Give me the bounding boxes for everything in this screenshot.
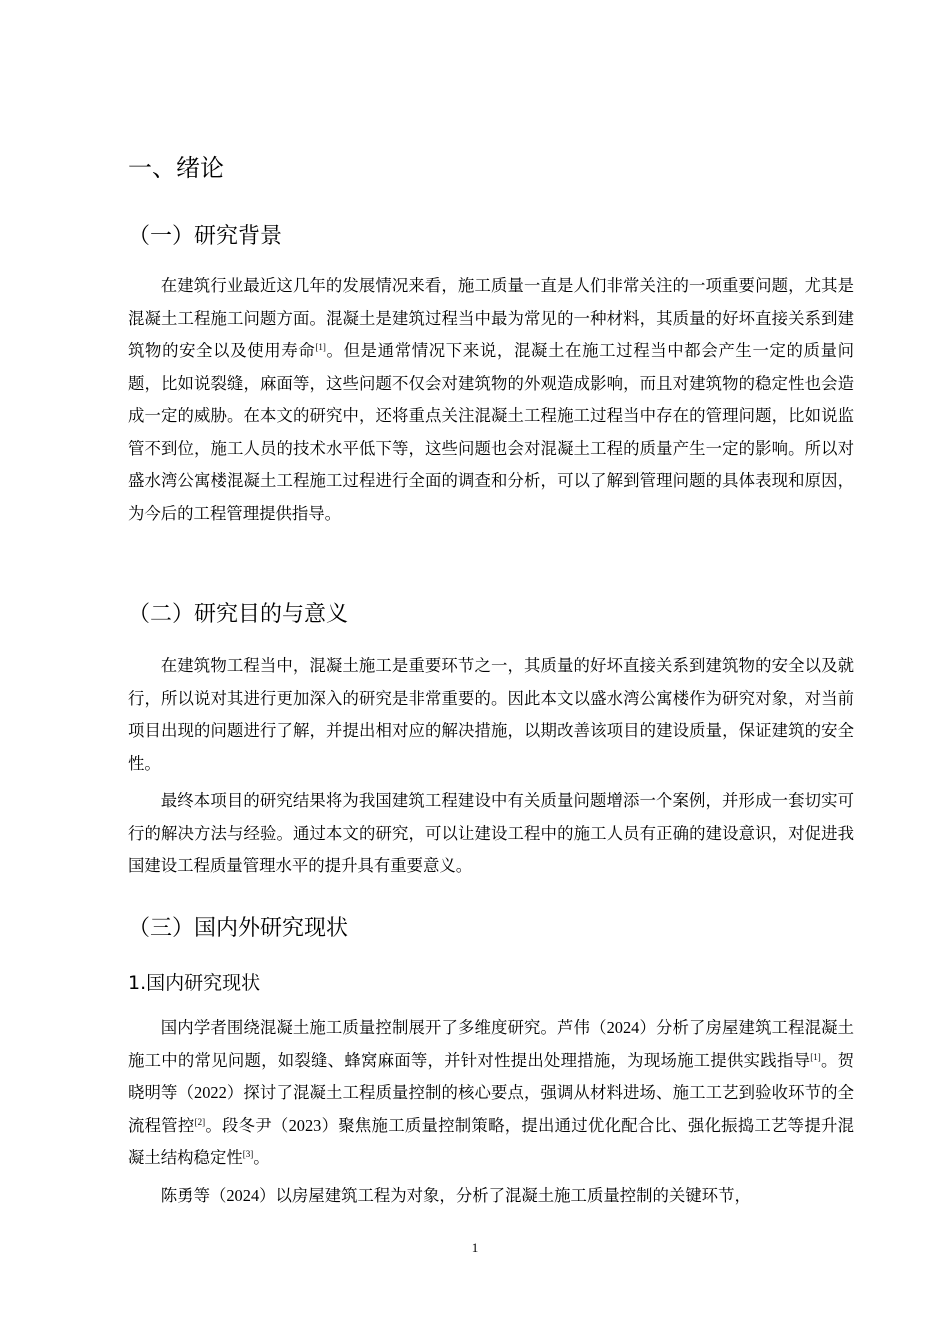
section-heading-status: （三）国内外研究现状	[128, 916, 349, 941]
year-text: 2024	[226, 1186, 260, 1205]
paragraph-domestic-2	[128, 1180, 854, 1213]
paragraph-purpose-1: 在建筑物工程当中，混凝土施工是重要环节之一，其质量的好坏直接关系到建筑物的安全以及就行，所以说对其进行更加深入的研究是非常重要的。因此本文以盛水湾公寓楼作为研究对象，对当前项目出现的问题进行了解，并提出相对应的解决措施，以期改善该项目的建设质量，保证建筑的安全性。	[128, 656, 854, 773]
chapter-heading: 一、绪论	[128, 154, 224, 182]
paragraph-text: 。但是通常情况下来说，混凝土在施工过程当中都会产生一定的质量问题，比如说裂缝，麻面等，这些问题不仅会对建筑物的外观造成影响，而且对建筑物的稳定性也会造成一定的威胁。在本文的研究中，还将重点关注混凝土工程施工过程当中存在的管理问题，比如说监管不到位，施工人员的技术水平低下等，这些问题也会对混凝土工程的质量产生一定的影响。所以对盛水湾公寓楼混凝土工程施工过程进行全面的调查和分析，可以了解到管理问题的具体表现和原因，为今后的工程管理提供指导。	[128, 341, 855, 523]
paragraph-text: 国内学者围绕混凝土施工质量控制展开了多维度研究。芦伟（	[160, 1018, 607, 1037]
year-text: 2024	[606, 1018, 640, 1037]
year-text: 2023	[288, 1115, 322, 1135]
paragraph-text: 在建筑行业最近这几年的发展情况来看，施工质量一直是人们非常关注的一项重要问题，尤其是混凝土工程施工问题方面。混凝土是建筑过程当中最为常见的一种材料，其质量的好坏直接关系到建筑物的安全以及使用寿命	[128, 276, 854, 360]
section-heading-background: （一）研究背景	[128, 224, 283, 249]
citation-ref: [1]	[315, 342, 326, 352]
page-number: 1	[471, 1240, 479, 1255]
paragraph-text: ）聚焦施工质量控制策略，提出通过优化配合比、强化振捣工艺等提升混凝土结构稳定性	[128, 1115, 855, 1167]
section-heading-purpose: （二）研究目的与意义	[128, 602, 349, 627]
subsection-heading-domestic: 1.国内研究现状	[128, 972, 261, 994]
citation-ref: [3]	[242, 1149, 254, 1159]
citation-ref: [2]	[194, 1116, 206, 1127]
paragraph-text: 陈勇等（	[160, 1186, 227, 1205]
paragraph-text: 。贺晓明等（	[128, 1050, 854, 1102]
paragraph-background	[128, 270, 854, 530]
paragraph-text: ）探讨了混凝土工程质量控制的核心要点，强调从材料进场、施工工艺到验收环节的全流程管控	[128, 1083, 855, 1135]
paragraph-text: 。段冬尹（	[205, 1115, 289, 1135]
paragraph-text: ）以房屋建筑工程为对象，分析了混凝土施工质量控制的关键环节，	[259, 1186, 751, 1205]
paragraph-purpose-2: 最终本项目的研究结果将为我国建筑工程建设中有关质量问题增添一个案例，并形成一套切实可行的解决方法与经验。通过本文的研究，可以让建设工程中的施工人员有正确的建设意识，对促进我国建设工程质量管理水平的提升具有重要意义。	[128, 791, 854, 875]
paragraph-domestic-1	[128, 1012, 854, 1175]
year-text: 2022	[194, 1083, 227, 1102]
citation-ref: [1]	[810, 1051, 821, 1062]
paragraph-text: ）分析了房屋建筑工程混凝土施工中的常见问题，如裂缝、蜂窝麻面等，并针对性提出处理措施，为现场施工提供实践指导	[128, 1018, 855, 1070]
paragraph-text: 。	[253, 1148, 270, 1167]
